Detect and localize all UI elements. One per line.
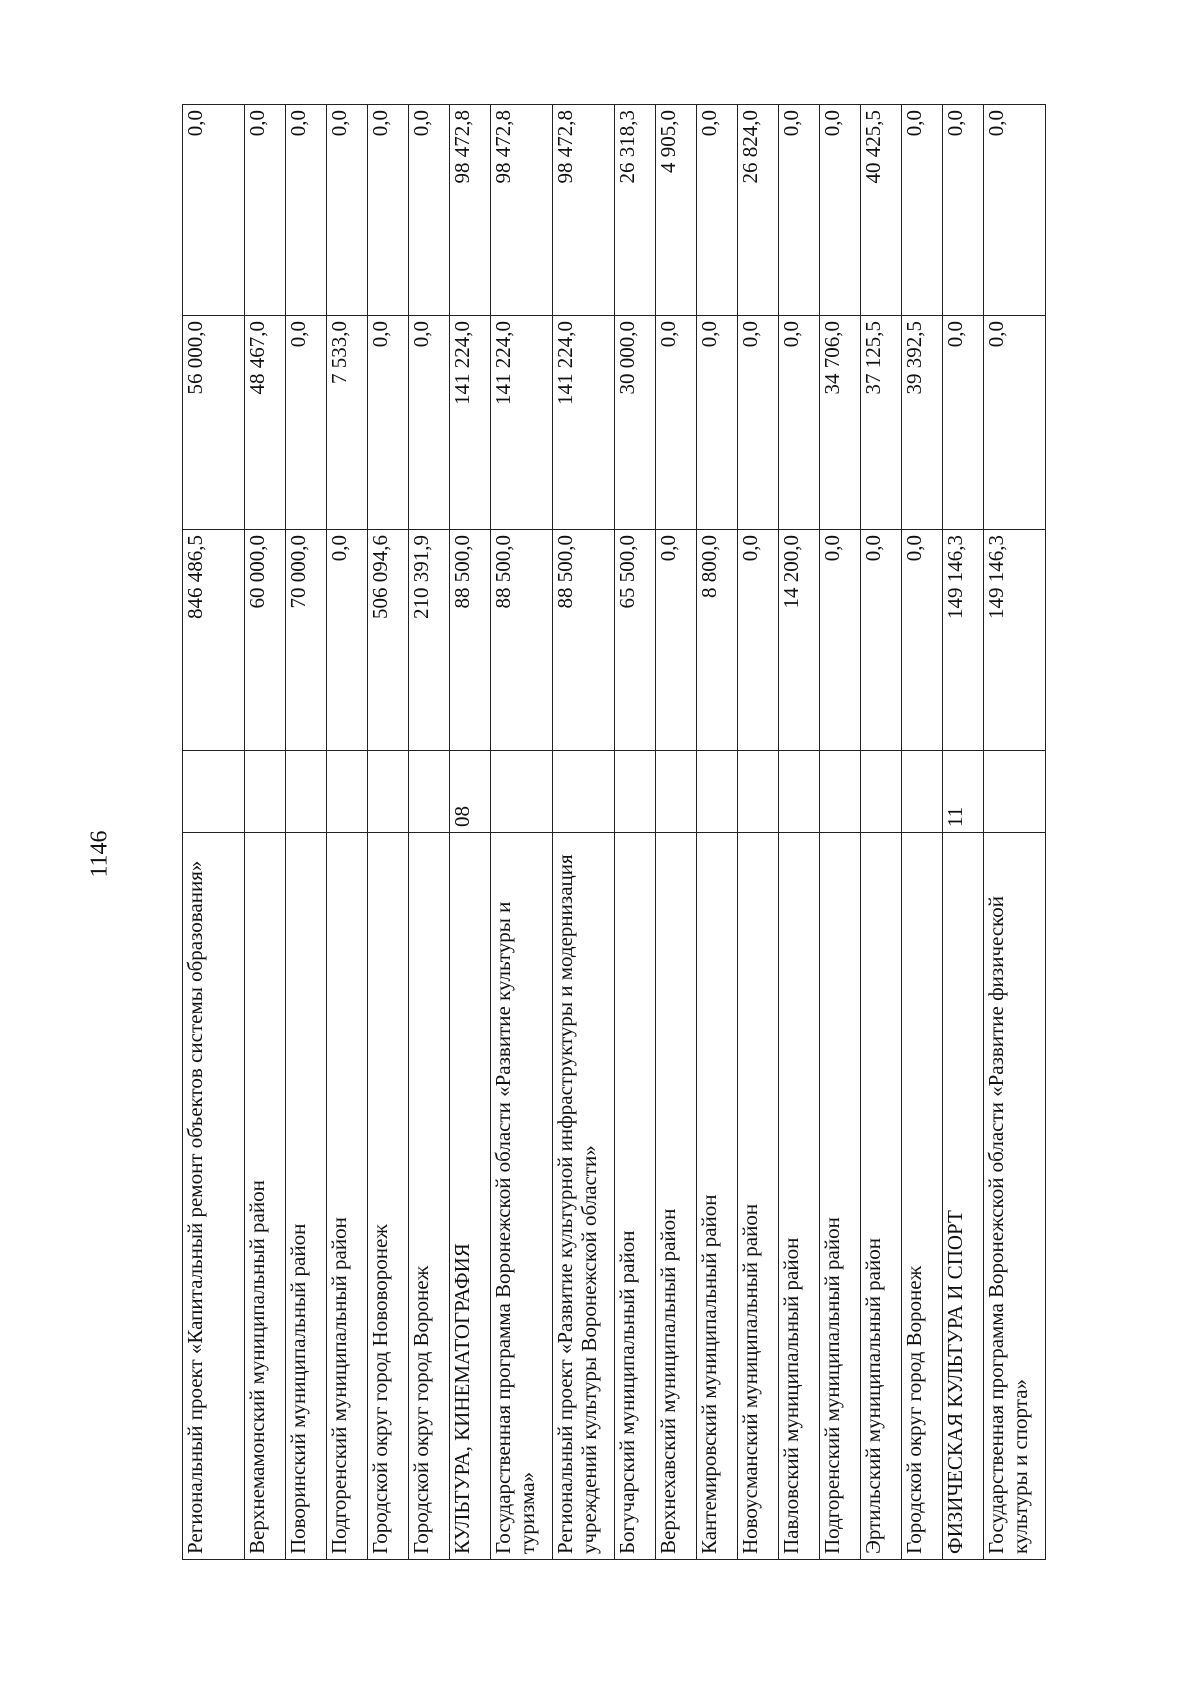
section-code-cell xyxy=(368,751,409,833)
section-code-cell xyxy=(286,751,327,833)
amount-col2-cell: 0,0 xyxy=(697,316,738,530)
table-row xyxy=(984,105,1046,1560)
amount-col3-cell: 0,0 xyxy=(286,105,327,316)
amount-col3-cell: 40 425,5 xyxy=(861,105,902,316)
section-code-cell xyxy=(245,751,286,833)
table-body xyxy=(183,105,1046,1560)
amount-col2-cell: 56 000,0 xyxy=(183,316,245,530)
amount-col2-cell: 34 706,0 xyxy=(820,316,861,530)
row-name-cell: Городской округ город Нововоронеж xyxy=(368,833,409,1560)
section-code-cell xyxy=(861,751,902,833)
row-name-cell: Региональный проект «Капитальный ремонт объектов системы образования» xyxy=(183,833,245,1560)
amount-col1-cell: 0,0 xyxy=(327,530,368,751)
amount-col1-cell: 506 094,6 xyxy=(368,530,409,751)
amount-col3-cell: 0,0 xyxy=(697,105,738,316)
page-number: 1146 xyxy=(86,830,113,878)
table-row xyxy=(368,105,409,1560)
amount-col2-cell: 30 000,0 xyxy=(615,316,656,530)
amount-col2-cell: 39 392,5 xyxy=(902,316,943,530)
section-code-cell xyxy=(902,751,943,833)
table-row xyxy=(327,105,368,1560)
section-code-cell: 11 xyxy=(943,751,984,833)
amount-col1-cell: 8 800,0 xyxy=(697,530,738,751)
amount-col2-cell: 0,0 xyxy=(984,316,1046,530)
amount-col3-cell: 26 824,0 xyxy=(738,105,779,316)
amount-col2-cell: 0,0 xyxy=(368,316,409,530)
table-row xyxy=(697,105,738,1560)
row-name-cell: Подгоренский муниципальный район xyxy=(820,833,861,1560)
row-name-cell: Павловский муниципальный район xyxy=(779,833,820,1560)
table-row xyxy=(491,105,553,1560)
amount-col1-cell: 0,0 xyxy=(738,530,779,751)
row-name-cell: Эртильский муниципальный район xyxy=(861,833,902,1560)
section-code-cell xyxy=(738,751,779,833)
section-code-cell xyxy=(820,751,861,833)
amount-col2-cell: 141 224,0 xyxy=(553,316,615,530)
row-name-cell: Городской округ город Воронеж xyxy=(409,833,450,1560)
amount-col1-cell: 0,0 xyxy=(861,530,902,751)
amount-col3-cell: 0,0 xyxy=(245,105,286,316)
row-name-cell: Подгоренский муниципальный район xyxy=(327,833,368,1560)
row-name-cell: ФИЗИЧЕСКАЯ КУЛЬТУРА И СПОРТ xyxy=(943,833,984,1560)
amount-col2-cell: 0,0 xyxy=(656,316,697,530)
section-code-cell xyxy=(553,751,615,833)
amount-col2-cell: 7 533,0 xyxy=(327,316,368,530)
rotated-table-wrapper xyxy=(182,105,1032,1560)
amount-col1-cell: 14 200,0 xyxy=(779,530,820,751)
table-row xyxy=(861,105,902,1560)
table-row xyxy=(615,105,656,1560)
amount-col1-cell: 0,0 xyxy=(902,530,943,751)
amount-col3-cell: 26 318,3 xyxy=(615,105,656,316)
amount-col1-cell: 88 500,0 xyxy=(450,530,491,751)
amount-col2-cell: 0,0 xyxy=(409,316,450,530)
amount-col3-cell: 4 905,0 xyxy=(656,105,697,316)
amount-col3-cell: 0,0 xyxy=(183,105,245,316)
amount-col3-cell: 0,0 xyxy=(984,105,1046,316)
row-name-cell: Региональный проект «Развитие культурной инфраструктуры и модернизация учреждений культуры Воронежской области» xyxy=(553,833,615,1560)
amount-col1-cell: 0,0 xyxy=(820,530,861,751)
table-row xyxy=(450,105,491,1560)
amount-col2-cell: 0,0 xyxy=(738,316,779,530)
row-name-cell: Кантемировский муниципальный район xyxy=(697,833,738,1560)
row-name-cell: Поворинский муниципальный район xyxy=(286,833,327,1560)
amount-col1-cell: 149 146,3 xyxy=(984,530,1046,751)
amount-col2-cell: 141 224,0 xyxy=(491,316,553,530)
section-code-cell xyxy=(656,751,697,833)
row-name-cell: Новоусманский муниципальный район xyxy=(738,833,779,1560)
table-row xyxy=(245,105,286,1560)
amount-col3-cell: 0,0 xyxy=(327,105,368,316)
row-name-cell: Верхнемамонский муниципальный район xyxy=(245,833,286,1560)
row-name-cell: Государственная программа Воронежской области «Развитие культуры и туризма» xyxy=(491,833,553,1560)
amount-col2-cell: 37 125,5 xyxy=(861,316,902,530)
amount-col2-cell: 0,0 xyxy=(779,316,820,530)
row-name-cell: Городской округ город Воронеж xyxy=(902,833,943,1560)
amount-col1-cell: 149 146,3 xyxy=(943,530,984,751)
amount-col1-cell: 846 486,5 xyxy=(183,530,245,751)
amount-col1-cell: 88 500,0 xyxy=(491,530,553,751)
row-name-cell: Верхнехавский муниципальный район xyxy=(656,833,697,1560)
table-row xyxy=(183,105,245,1560)
row-name-cell: Богучарский муниципальный район xyxy=(615,833,656,1560)
amount-col3-cell: 0,0 xyxy=(779,105,820,316)
section-code-cell xyxy=(779,751,820,833)
table-row xyxy=(902,105,943,1560)
table-row xyxy=(656,105,697,1560)
amount-col3-cell: 0,0 xyxy=(943,105,984,316)
table-row xyxy=(553,105,615,1560)
amount-col1-cell: 70 000,0 xyxy=(286,530,327,751)
table-row xyxy=(779,105,820,1560)
budget-table xyxy=(182,104,1046,1560)
table-row xyxy=(820,105,861,1560)
amount-col3-cell: 0,0 xyxy=(368,105,409,316)
row-name-cell: КУЛЬТУРА, КИНЕМАТОГРАФИЯ xyxy=(450,833,491,1560)
amount-col1-cell: 0,0 xyxy=(656,530,697,751)
section-code-cell xyxy=(615,751,656,833)
section-code-cell xyxy=(327,751,368,833)
section-code-cell xyxy=(697,751,738,833)
amount-col3-cell: 0,0 xyxy=(820,105,861,316)
amount-col3-cell: 98 472,8 xyxy=(450,105,491,316)
table-row xyxy=(943,105,984,1560)
amount-col2-cell: 141 224,0 xyxy=(450,316,491,530)
amount-col3-cell: 0,0 xyxy=(902,105,943,316)
table-row xyxy=(286,105,327,1560)
section-code-cell xyxy=(183,751,245,833)
amount-col1-cell: 65 500,0 xyxy=(615,530,656,751)
amount-col3-cell: 98 472,8 xyxy=(491,105,553,316)
amount-col3-cell: 98 472,8 xyxy=(553,105,615,316)
amount-col1-cell: 60 000,0 xyxy=(245,530,286,751)
section-code-cell: 08 xyxy=(450,751,491,833)
section-code-cell xyxy=(491,751,553,833)
amount-col2-cell: 48 467,0 xyxy=(245,316,286,530)
amount-col1-cell: 210 391,9 xyxy=(409,530,450,751)
table-row xyxy=(409,105,450,1560)
amount-col3-cell: 0,0 xyxy=(409,105,450,316)
section-code-cell xyxy=(409,751,450,833)
row-name-cell: Государственная программа Воронежской области «Развитие физической культуры и спорта» xyxy=(984,833,1046,1560)
amount-col2-cell: 0,0 xyxy=(943,316,984,530)
table-row xyxy=(738,105,779,1560)
section-code-cell xyxy=(984,751,1046,833)
amount-col1-cell: 88 500,0 xyxy=(553,530,615,751)
amount-col2-cell: 0,0 xyxy=(286,316,327,530)
